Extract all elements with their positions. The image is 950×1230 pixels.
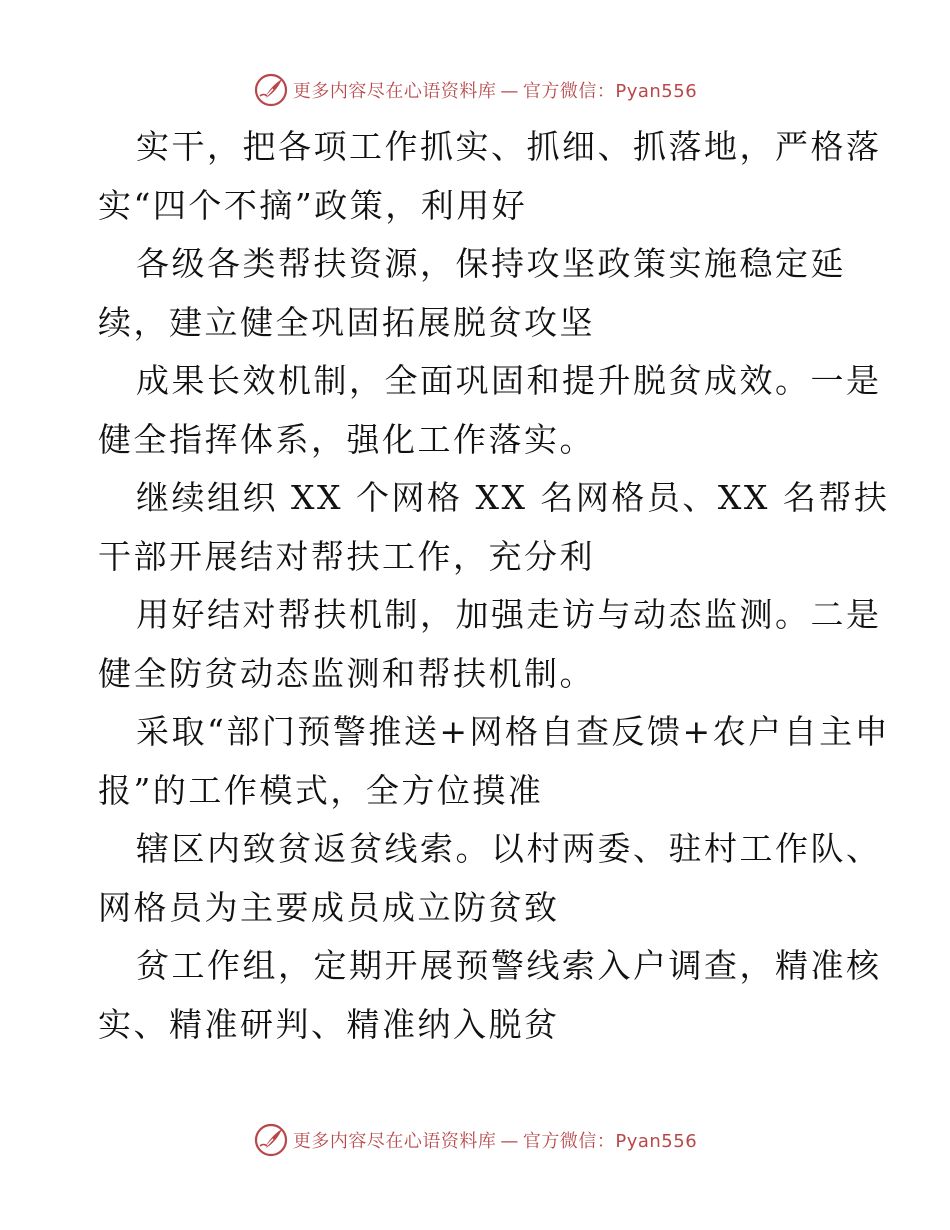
feather-quill-logo-icon — [253, 72, 289, 108]
paragraph-line: 干部开展结对帮扶工作，充分利 — [98, 536, 595, 576]
paragraph — [98, 820, 882, 937]
banner-text — [293, 1127, 697, 1153]
banner-wechat-text: 官方微信：Pyan556 — [522, 1131, 698, 1152]
banner-site-text: 更多内容尽在心语资料库 — [292, 81, 497, 102]
paragraph-line: 实干，把各项工作抓实、抓细、抓落地，严格落 — [136, 127, 882, 166]
paragraph-line: 继续组织 XX 个网格 XX 名网格员、XX 名帮扶 — [136, 478, 890, 517]
document-body — [98, 118, 891, 1054]
paragraph — [98, 469, 890, 586]
paragraph-line: 用好结对帮扶机制，加强走访与动态监测。二是 — [136, 595, 882, 634]
paragraph-line: 实“四个不摘”政策，利用好 — [98, 185, 528, 225]
paragraph-line: 续，建立健全巩固拓展脱贫攻坚 — [98, 302, 595, 342]
paragraph-line: 健全指挥体系，强化工作落实。 — [98, 419, 595, 459]
header-banner — [0, 70, 950, 110]
paragraph — [98, 586, 882, 703]
paragraph — [98, 937, 882, 1054]
paragraph-line: 采取“部门预警推送+网格自查反馈+农户自主申 — [136, 712, 891, 751]
banner-dash: — — [500, 81, 519, 102]
feather-quill-logo-icon — [253, 1122, 289, 1158]
paragraph — [98, 235, 858, 352]
paragraph-line: 贫工作组，定期开展预警线索入户调查，精准核 — [136, 946, 882, 985]
paragraph-line: 网格员为主要成员成立防贫致 — [98, 887, 560, 927]
paragraph-line: 实、精准研判、精准纳入脱贫 — [98, 1004, 560, 1044]
paragraph — [98, 118, 882, 235]
banner-dash: — — [500, 1131, 519, 1152]
banner-site-text: 更多内容尽在心语资料库 — [292, 1131, 497, 1152]
paragraph-line: 辖区内致贫返贫线索。以村两委、驻村工作队、 — [136, 829, 882, 868]
banner-wechat-text: 官方微信：Pyan556 — [522, 81, 698, 102]
paragraph-line: 各级各类帮扶资源，保持攻坚政策实施稳定延 — [136, 244, 846, 283]
banner-text — [293, 77, 697, 103]
paragraph-line: 成果长效机制，全面巩固和提升脱贫成效。一是 — [136, 361, 882, 400]
footer-banner — [0, 1120, 950, 1160]
paragraph — [98, 352, 882, 469]
paragraph-line: 报”的工作模式，全方位摸准 — [98, 770, 544, 810]
paragraph — [98, 703, 891, 820]
paragraph-line: 健全防贫动态监测和帮扶机制。 — [98, 653, 595, 693]
